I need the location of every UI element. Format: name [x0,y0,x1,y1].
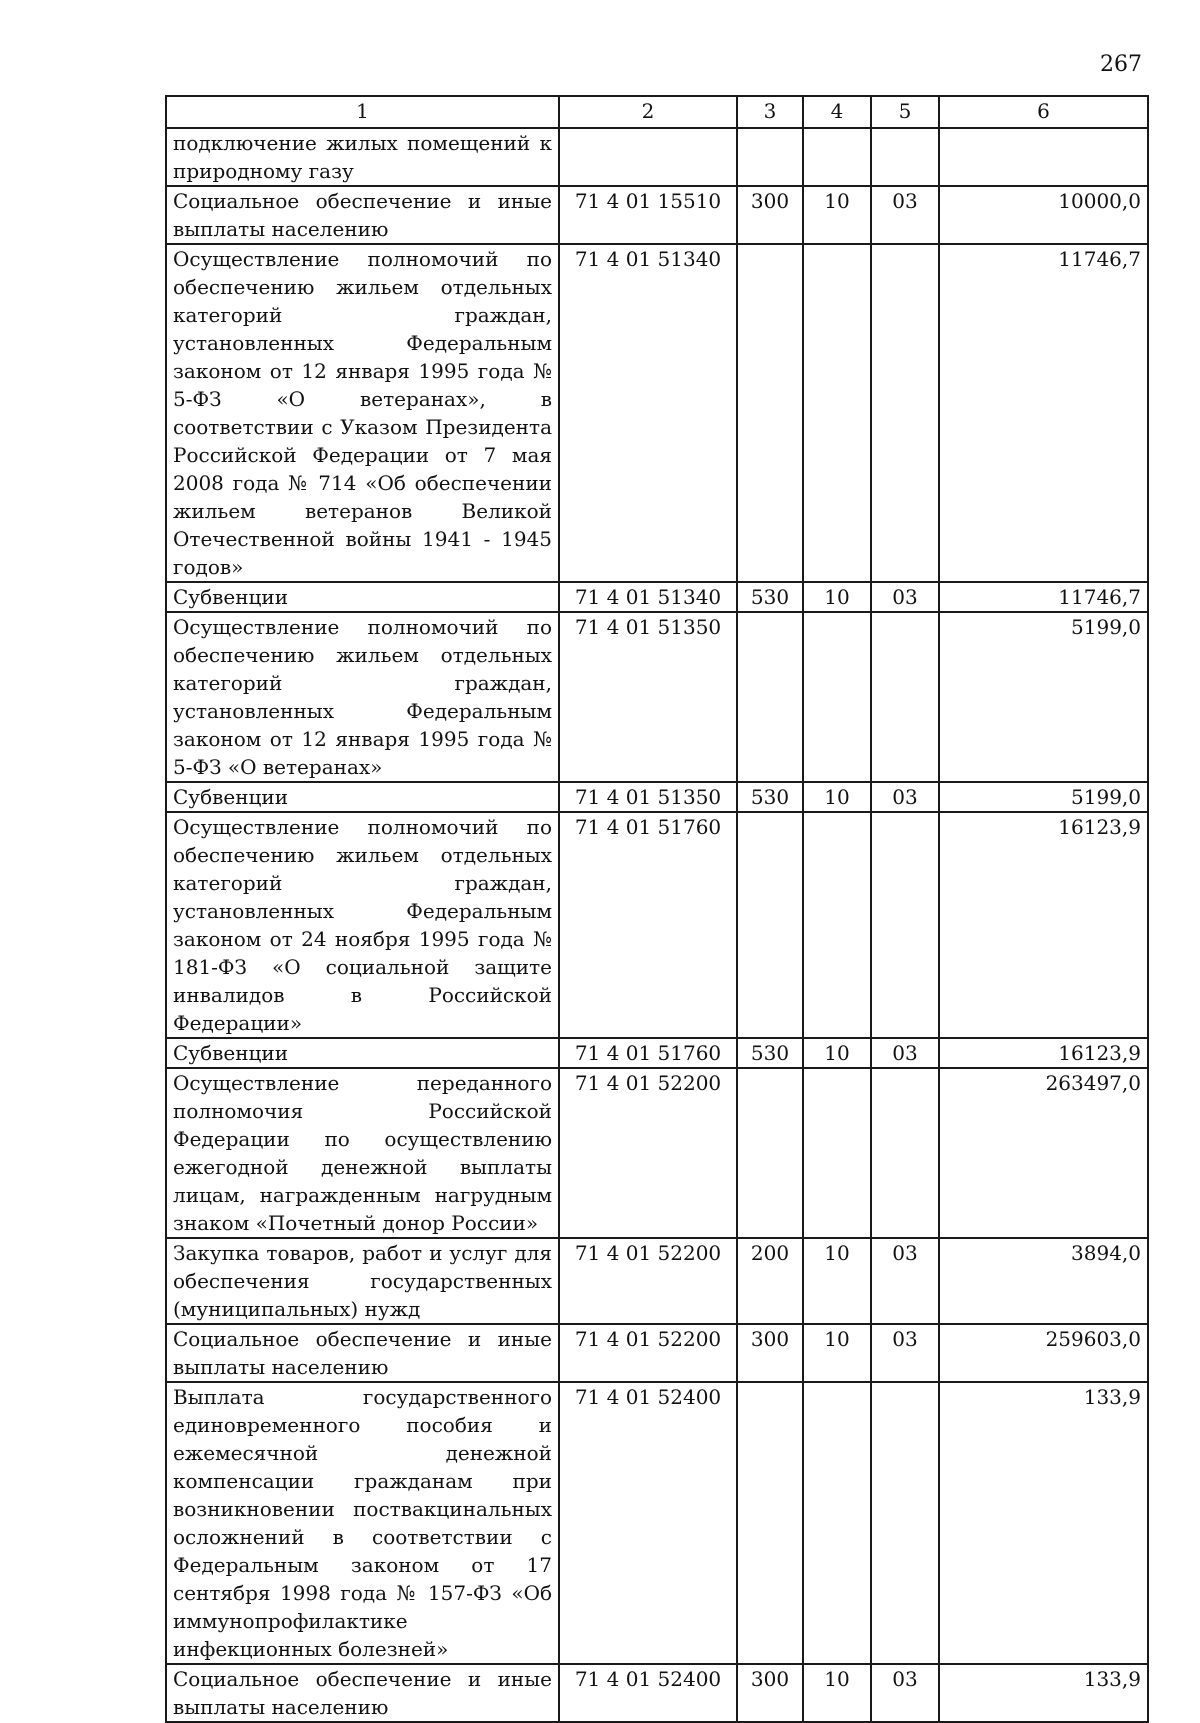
row-pr: 03 [871,582,939,612]
row-rz: 10 [803,186,871,244]
row-pr: 03 [871,1038,939,1068]
row-rz [803,244,871,582]
header-col-4: 4 [803,96,871,128]
row-rz: 10 [803,582,871,612]
table-row [166,812,1148,1038]
row-code: 71 4 01 52200 [559,1324,737,1382]
row-code: 71 4 01 15510 [559,186,737,244]
row-amount: 11746,7 [939,244,1148,582]
row-name: подключение жилых помещений к природному газу [166,128,559,186]
row-vr: 300 [737,1664,803,1722]
row-amount [939,128,1148,186]
row-rz: 10 [803,1324,871,1382]
row-vr [737,1068,803,1238]
header-col-2: 2 [559,96,737,128]
row-rz [803,812,871,1038]
row-amount: 16123,9 [939,1038,1148,1068]
table-row [166,1238,1148,1324]
header-col-6: 6 [939,96,1148,128]
row-vr: 300 [737,186,803,244]
table-row [166,1068,1148,1238]
row-vr: 300 [737,1324,803,1382]
row-code [559,128,737,186]
row-pr: 03 [871,782,939,812]
page-number: 267 [1100,52,1142,77]
row-rz: 10 [803,1664,871,1722]
header-col-3: 3 [737,96,803,128]
header-col-5: 5 [871,96,939,128]
row-vr: 530 [737,782,803,812]
row-rz [803,128,871,186]
table-row [166,582,1148,612]
row-amount: 263497,0 [939,1068,1148,1238]
row-pr: 03 [871,1664,939,1722]
row-name: Осуществление полномочий по обеспечению жильем отдельных категорий граждан, установленных Федеральным законом от 12 января 1995 года № 5-ФЗ «О ветеранах», в соответствии с Указом Президента Российской Федерации от 7 мая 2008 года № 714 «Об обеспечении жильем ветеранов Великой Отечественной войны 1941 - 1945 годов» [166,244,559,582]
row-vr: 200 [737,1238,803,1324]
table-row [166,1664,1148,1722]
row-code: 71 4 01 52200 [559,1068,737,1238]
header-row [166,96,1148,128]
row-rz: 10 [803,782,871,812]
table-body [166,128,1148,1722]
row-vr: 530 [737,582,803,612]
row-rz: 10 [803,1038,871,1068]
table-row [166,1382,1148,1664]
row-name: Осуществление полномочий по обеспечению жильем отдельных категорий граждан, установленных Федеральным законом от 12 января 1995 года № 5-ФЗ «О ветеранах» [166,612,559,782]
row-name: Социальное обеспечение и иные выплаты населению [166,1664,559,1722]
row-pr: 03 [871,1238,939,1324]
row-name: Осуществление переданного полномочия Российской Федерации по осуществлению ежегодной денежной выплаты лицам, награжденным нагрудным знаком «Почетный донор России» [166,1068,559,1238]
row-amount: 3894,0 [939,1238,1148,1324]
row-amount: 5199,0 [939,612,1148,782]
row-vr [737,612,803,782]
row-amount: 5199,0 [939,782,1148,812]
row-name: Социальное обеспечение и иные выплаты населению [166,1324,559,1382]
row-name: Выплата государственного единовременного пособия и ежемесячной денежной компенсации гражданам при возникновении поствакцинальных осложнений в соответствии с Федеральным законом от 17 сентября 1998 года № 157-ФЗ «Об иммунопрофилактике инфекционных болезней» [166,1382,559,1664]
row-pr [871,612,939,782]
table-row [166,186,1148,244]
row-rz [803,612,871,782]
budget-table [165,95,1149,1723]
row-vr: 530 [737,1038,803,1068]
row-pr [871,1068,939,1238]
row-code: 71 4 01 52200 [559,1238,737,1324]
row-name: Закупка товаров, работ и услуг для обеспечения государственных (муниципальных) нужд [166,1238,559,1324]
row-code: 71 4 01 51340 [559,244,737,582]
row-rz [803,1068,871,1238]
table-row [166,612,1148,782]
row-pr: 03 [871,186,939,244]
row-name: Социальное обеспечение и иные выплаты населению [166,186,559,244]
row-code: 71 4 01 51760 [559,1038,737,1068]
table-row [166,782,1148,812]
row-vr [737,128,803,186]
row-pr [871,128,939,186]
row-pr [871,244,939,582]
row-code: 71 4 01 52400 [559,1382,737,1664]
row-code: 71 4 01 51760 [559,812,737,1038]
row-amount: 133,9 [939,1382,1148,1664]
table-header [166,96,1148,128]
row-vr [737,812,803,1038]
row-name: Субвенции [166,582,559,612]
row-name: Осуществление полномочий по обеспечению жильем отдельных категорий граждан, установленных Федеральным законом от 24 ноября 1995 года № 181-ФЗ «О социальной защите инвалидов в Российской Федерации» [166,812,559,1038]
row-pr [871,812,939,1038]
row-name: Субвенции [166,1038,559,1068]
row-vr [737,1382,803,1664]
row-code: 71 4 01 52400 [559,1664,737,1722]
row-pr [871,1382,939,1664]
table-row [166,128,1148,186]
row-code: 71 4 01 51350 [559,612,737,782]
row-name: Субвенции [166,782,559,812]
table-row [166,1038,1148,1068]
row-rz: 10 [803,1238,871,1324]
table-row [166,1324,1148,1382]
row-amount: 133,9 [939,1664,1148,1722]
row-amount: 259603,0 [939,1324,1148,1382]
row-vr [737,244,803,582]
row-amount: 11746,7 [939,582,1148,612]
row-amount: 10000,0 [939,186,1148,244]
row-pr: 03 [871,1324,939,1382]
header-col-1: 1 [166,96,559,128]
row-code: 71 4 01 51350 [559,782,737,812]
table-row [166,244,1148,582]
row-rz [803,1382,871,1664]
row-code: 71 4 01 51340 [559,582,737,612]
row-amount: 16123,9 [939,812,1148,1038]
